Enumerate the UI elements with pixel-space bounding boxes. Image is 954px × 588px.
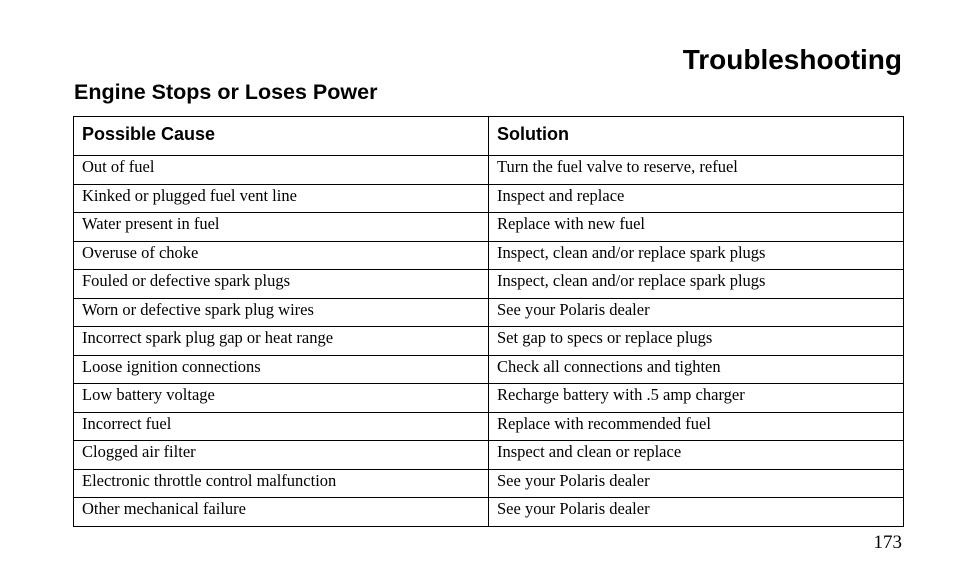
table-row	[74, 241, 904, 270]
cause-cell: Incorrect spark plug gap or heat range	[74, 327, 489, 356]
solution-cell: Recharge battery with .5 amp charger	[489, 384, 904, 413]
solution-cell: Set gap to specs or replace plugs	[489, 327, 904, 356]
table-row	[74, 213, 904, 242]
solution-cell: Inspect, clean and/or replace spark plugs	[489, 270, 904, 299]
cause-cell: Worn or defective spark plug wires	[74, 298, 489, 327]
column-header-possible-cause: Possible Cause	[74, 117, 489, 156]
solution-cell: Replace with recommended fuel	[489, 412, 904, 441]
table-row	[74, 498, 904, 527]
table-row	[74, 412, 904, 441]
solution-cell: See your Polaris dealer	[489, 298, 904, 327]
solution-cell: See your Polaris dealer	[489, 469, 904, 498]
solution-cell: Turn the fuel valve to reserve, refuel	[489, 156, 904, 185]
table-row	[74, 184, 904, 213]
solution-cell: Inspect and clean or replace	[489, 441, 904, 470]
cause-cell: Low battery voltage	[74, 384, 489, 413]
solution-cell: Check all connections and tighten	[489, 355, 904, 384]
table-row	[74, 270, 904, 299]
cause-cell: Fouled or defective spark plugs	[74, 270, 489, 299]
table-row	[74, 384, 904, 413]
table-row	[74, 156, 904, 185]
page-number: 173	[873, 532, 902, 553]
cause-cell: Clogged air filter	[74, 441, 489, 470]
column-header-solution: Solution	[489, 117, 904, 156]
solution-cell: Inspect, clean and/or replace spark plugs	[489, 241, 904, 270]
table-row	[74, 355, 904, 384]
cause-cell: Incorrect fuel	[74, 412, 489, 441]
troubleshooting-table	[73, 116, 904, 527]
solution-cell: See your Polaris dealer	[489, 498, 904, 527]
cause-cell: Out of fuel	[74, 156, 489, 185]
solution-cell: Replace with new fuel	[489, 213, 904, 242]
cause-cell: Loose ignition connections	[74, 355, 489, 384]
cause-cell: Other mechanical failure	[74, 498, 489, 527]
section-title: Engine Stops or Loses Power	[74, 80, 378, 104]
cause-cell: Water present in fuel	[74, 213, 489, 242]
table-row	[74, 469, 904, 498]
cause-cell: Kinked or plugged fuel vent line	[74, 184, 489, 213]
cause-cell: Electronic throttle control malfunction	[74, 469, 489, 498]
table-header-row	[74, 117, 904, 156]
cause-cell: Overuse of choke	[74, 241, 489, 270]
table-row	[74, 298, 904, 327]
page-title: Troubleshooting	[682, 44, 902, 75]
solution-cell: Inspect and replace	[489, 184, 904, 213]
table-row	[74, 327, 904, 356]
table-row	[74, 441, 904, 470]
